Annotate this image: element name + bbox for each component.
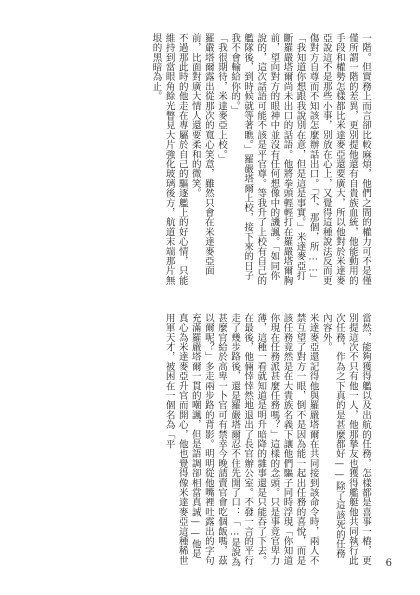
lower-text-block: 當然，能夠獲得艦以及出航的任務，怎樣都是喜事一樁，更別提這次不只有他一人，他那摯友也獲得艦艇他共同執行此次任務，作為之下真的是甚麼都好——除了這該死的任務內容外。 米達麥亞還記得他與羅嚴塔爾在共同接到該命令時，兩人不禁互望了對方一眼，倒不是因為能一起出任務的喜悅，而是該任務竟然是在大貴族名義下讓他們驅子同時浮現「你知道你現在任務派甚麼任務嗎？」這樣的念頭。只是事竟官卑力薄，這種一看就知道是明升暗降的雜事還是只能吞了下去。 在最後，他倆悻悻然地退出了長官辦公室。不發一言的平行走了幾步路後，還是羅嚴塔爾忍不住先開了口：「…是說為甚麼官給於高卑一卜官可有禁幸今晚請賣官會吃個飯嗎，茲以爾呢？」多走兩步路的背影。明明從他嘴裡吐露出的字句充滿羅嚴塔爾一貫的嘲諷，但是語調卻相當真誠——他是真心為米達麥亞升官而開心，他也覺得像米達麥亞這種稀世用軍天才，被困在一個名為「平 — [163, 313, 371, 567]
upper-text-block: 一階。但實務上而言卻比較麻煩，他們之間的權力可不是僅僅所謂一階的差異，更別提他還有自貴族血統，他能動用的手段和權勢怎樣都比米達麥亞還要廣大，所以他對於米達麥亞說這不是那些小事，別放在心上，又覺得這種說法反而更傷對方自尊而不知該怎麼辦話出口。「不、那個，所……」 「我知道你想跟我說別在意，但是這是事實。」米達麥亞打斷羅嚴塔爾尚未出口的話語。他將拳頭輕輕打在羅嚴塔爾胸前，望向對方的眼神中並沒有任何想像中的譏諷。「如同你說的，這次話語可能不該是平官尊。等我升了上校有自己的艦隊後，到時候就等著瞧。」羅嚴塔爾上校，接下來的日子我不會輸給你的。」 「我很期待，米達麥亞上校。」 羅嚴塔爾露出從那次的寬心笑意，雖然只會在米達麥亞面前，比面對廣大情人還要柔和的微笑。 不過那此時的他走在專屬於自己的驅逐艦上的好心情，只能維持到當眼角餘光瞥見大片強化玻璃後方，航道末端那片無垠的黑暗為止。 — [150, 33, 371, 286]
page-number: 6 — [385, 558, 392, 569]
